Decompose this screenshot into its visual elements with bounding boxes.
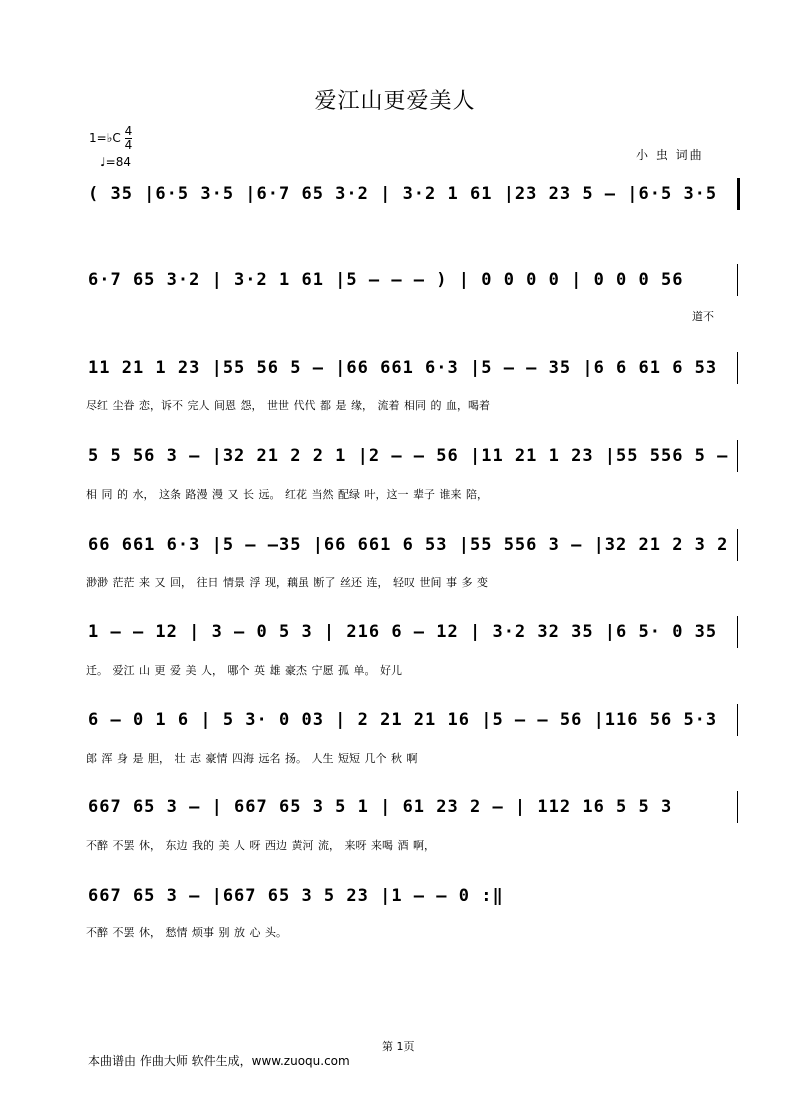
barline (737, 529, 738, 561)
lyric-line-7: 郎 浑 身 是 胆， 壮 志 豪情 四海 远名 扬。 人生 短短 几个 秋 啊 (86, 752, 418, 765)
key-signature (89, 125, 132, 152)
barline (737, 178, 740, 210)
footer-note: 本曲谱由 作曲大师 软件生成，www.zuoqu.com (88, 1054, 350, 1068)
tempo-marking: ♩=84 (100, 155, 131, 169)
notation-line-3: 11 21 1 23 |55 56 5 – |66 661 6·3 |5 – – 35 |6 6 61 6 53 (88, 358, 718, 378)
lyric-line-2: 道不 (692, 310, 714, 323)
time-sig-top: 4 (124, 124, 133, 138)
barline (737, 440, 738, 472)
page-title: 爱江山更爱美人 (314, 89, 476, 114)
lyric-line-8: 不醉 不罢 休， 东边 我的 美 人 呀 西边 黄河 流， 来呀 来喝 酒 啊， (86, 839, 435, 852)
notation-line-5: 66 661 6·3 |5 – –35 |66 661 6 53 |55 556 3 – |32 21 2 3 2 (88, 535, 729, 555)
lyric-line-5: 渺渺 茫茫 来 又 回， 往日 情景 浮 现，藕虽 断了 丝还 连， 轻叹 世间 事 多 变 (86, 576, 488, 589)
credit: 小 虫 词曲 (636, 148, 704, 162)
notation-line-9: 667 65 3 – |667 65 3 5 23 |1 – – 0 :‖ (88, 886, 504, 906)
notation-line-8: 667 65 3 – | 667 65 3 5 1 | 61 23 2 – | 112 16 5 5 3 (88, 797, 673, 817)
lyric-line-3: 尽红 尘眷 恋，诉不 完人 间恩 怨， 世世 代代 都 是 缘， 流着 相同 的 血，喝着 (86, 399, 490, 412)
page-number: 第 1页 (382, 1040, 415, 1053)
barline (737, 352, 738, 384)
barline (737, 791, 738, 823)
time-sig-bottom: 4 (124, 138, 133, 152)
notation-line-1: ( 35 |6·5 3·5 |6·7 65 3·2 | 3·2 1 61 |23 23 5 – |6·5 3·5 (88, 184, 718, 204)
barline (737, 704, 738, 736)
notation-line-7: 6 – 0 1 6 | 5 3· 0 03 | 2 21 21 16 |5 – – 56 |116 56 5·3 (88, 710, 718, 730)
key-signature-text: 1=♭C (89, 131, 121, 145)
lyric-line-4: 相 同 的 水， 这条 路漫 漫 又 长 远。 红花 当然 配绿 叶，这一 辈子 谁来 陪， (86, 488, 488, 501)
notation-line-4: 5 5 56 3 – |32 21 2 2 1 |2 – – 56 |11 21 1 23 |55 556 5 – (88, 446, 729, 466)
barline (737, 616, 738, 648)
lyric-line-9: 不醉 不罢 休， 愁情 烦事 别 放 心 头。 (86, 926, 287, 939)
barline (737, 264, 738, 296)
notation-line-2: 6·7 65 3·2 | 3·2 1 61 |5 – – – ) | 0 0 0 0 | 0 0 0 56 (88, 270, 684, 290)
notation-line-6: 1 – – 12 | 3 – 0 5 3 | 216 6 – 12 | 3·2 32 35 |6 5· 0 35 (88, 622, 718, 642)
lyric-line-6: 迁。 爱江 山 更 爱 美 人， 哪个 英 雄 豪杰 宁愿 孤 单。 好儿 (86, 664, 402, 677)
time-signature (125, 125, 133, 152)
